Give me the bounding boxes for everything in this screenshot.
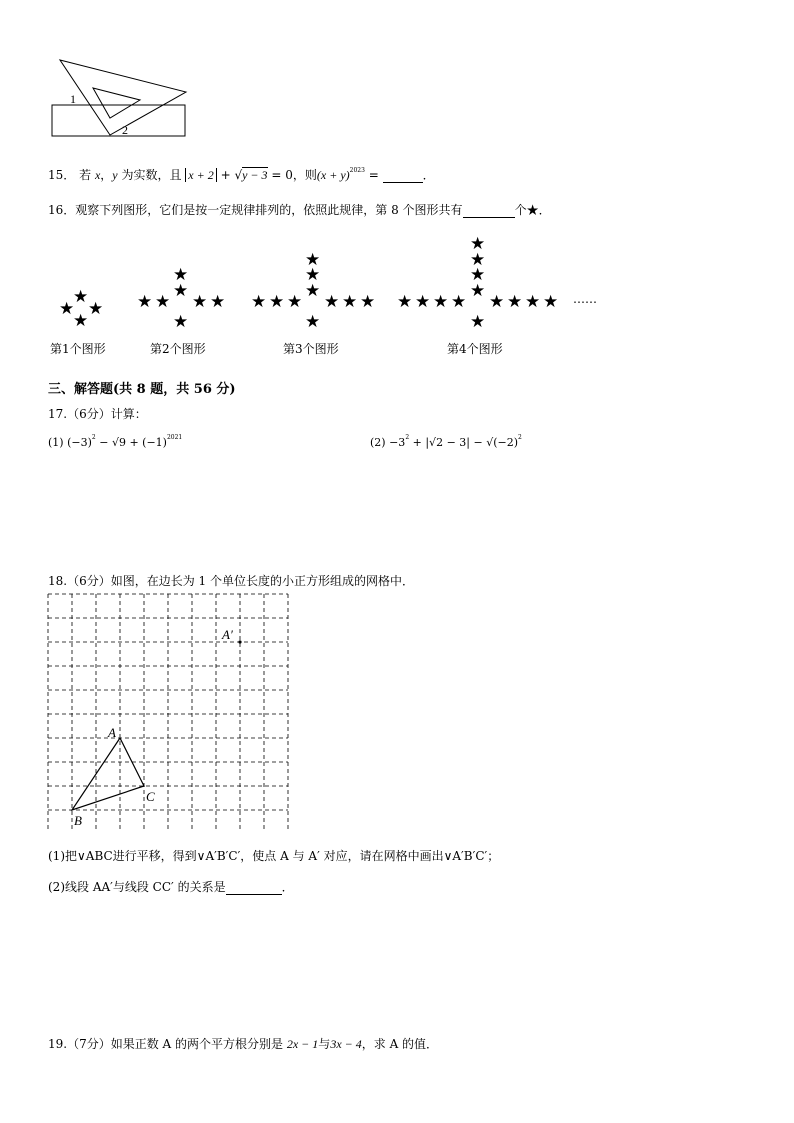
star-icon: ★ — [210, 292, 226, 312]
star-icon: ★ — [451, 292, 467, 312]
triangle-ruler-figure — [48, 55, 193, 145]
figure-caption-3: 第3个图形 — [283, 342, 339, 356]
angle-label-2: 2 — [122, 123, 128, 137]
q17-number: 17. — [48, 407, 68, 421]
q16-ellipsis: …… — [573, 292, 597, 306]
star-icon: ★ — [470, 312, 486, 332]
q18-part-1: (1)把∨ABC进行平移，得到∨A′B′C′，使点 A 与 A′ 对应，请在网格中画出∨A′B′C′； — [48, 849, 500, 863]
q18-part2-end: ． — [281, 880, 294, 894]
q17-part-1 — [48, 434, 182, 449]
star-icon: ★ — [324, 292, 340, 312]
q15-sqrt: √y − 3 — [234, 168, 268, 182]
q17-part2-exp: 2 — [405, 434, 410, 441]
q18-number: 18. — [48, 574, 68, 588]
q16-number: 16． — [48, 203, 76, 217]
star-icon: ★ — [360, 292, 376, 312]
q17-part1-exp2: 2021 — [166, 434, 183, 441]
star-icon: ★ — [470, 250, 486, 270]
q15-var-x: x — [94, 168, 101, 182]
q15-text-b: 为实数，且 — [121, 168, 182, 182]
q15-abs-expr: x + 2 — [185, 168, 216, 182]
q15-number: 15． — [48, 168, 76, 182]
question-16 — [48, 201, 551, 218]
q15-plus: + — [220, 168, 231, 182]
star-icon: ★ — [489, 292, 505, 312]
q15-text-c: ，则 — [292, 168, 317, 182]
angle-label-1: 1 — [70, 92, 76, 106]
star-icon: ★ — [73, 311, 89, 331]
q15-sqrt-expr: y − 3 — [242, 168, 268, 182]
star-icon: ★ — [305, 281, 321, 301]
label-b: B — [74, 813, 82, 828]
point-a-prime — [238, 640, 241, 643]
star-icon: ★ — [73, 287, 89, 307]
q15-end: ． — [422, 168, 435, 182]
q17-part1-label: (1) — [48, 436, 64, 449]
q18-part2-text: (2)线段 AA′与线段 CC′ 的关系是 — [48, 880, 226, 894]
question-17 — [48, 405, 147, 422]
star-icon: ★ — [507, 292, 523, 312]
q17-part1-rest: − √9 + (−1) — [99, 436, 167, 449]
q19-expr1: 2x − 1 — [286, 1037, 319, 1051]
star-icon: ★ — [59, 299, 75, 319]
q17-part2-exp2: 2 — [518, 434, 522, 441]
label-a-prime: A′ — [222, 627, 233, 642]
q17-part1-exp1: 2 — [91, 434, 96, 441]
q17-part2-expr-b: + |√2 − 3| − √(−2) — [412, 436, 518, 449]
star-icon: ★ — [470, 265, 486, 285]
star-icon: ★ — [192, 292, 208, 312]
star-icon: ★ — [342, 292, 358, 312]
figure-caption-2: 第2个图形 — [150, 342, 206, 356]
figure-caption-1: 第1个图形 — [50, 342, 106, 356]
star-icon: ★ — [173, 312, 189, 332]
star-icon: ★ — [251, 292, 267, 312]
q17-part-2 — [370, 434, 522, 449]
star-icon: ★ — [397, 292, 413, 312]
q18-grid-figure — [46, 592, 292, 832]
star-icon: ★ — [173, 265, 189, 285]
star-icon: ★ — [415, 292, 431, 312]
dashed-grid — [48, 594, 288, 832]
q19-text-a: 如果正数 A 的两个平方根分别是 — [110, 1037, 284, 1051]
figure-caption-4: 第4个图形 — [447, 342, 503, 356]
star-icon: ★ — [433, 292, 449, 312]
label-a: A — [108, 725, 116, 740]
q16-suffix: 个★． — [514, 203, 551, 217]
star-icon: ★ — [287, 292, 303, 312]
q15-eq-zero: = 0 — [271, 168, 293, 182]
question-15 — [48, 166, 435, 183]
q15-sep: ， — [100, 168, 113, 182]
q15-var-y: y — [112, 168, 118, 182]
q15-answer-blank[interactable] — [383, 168, 423, 183]
q18-prompt: 如图，在边长为 1 个单位长度的小正方形组成的网格中． — [110, 574, 415, 588]
q17-part1-expr: (−3) — [67, 436, 92, 449]
question-19 — [48, 1035, 438, 1052]
q15-exponent: 2023 — [349, 167, 365, 174]
star-icon: ★ — [543, 292, 559, 312]
q17-prompt: 计算： — [110, 407, 147, 421]
q15-text-a: 若 — [79, 168, 92, 182]
section-3-title: 三、解答题(共 8 题，共 56 分) — [48, 382, 236, 397]
star-icon: ★ — [155, 292, 171, 312]
label-c: C — [146, 789, 155, 804]
star-icon: ★ — [525, 292, 541, 312]
q19-number: 19. — [48, 1037, 68, 1051]
q17-part2-label: (2) — [370, 436, 386, 449]
star-icon: ★ — [470, 281, 486, 301]
q19-text-b: 与 — [318, 1037, 331, 1051]
q18-answer-blank[interactable] — [226, 880, 282, 895]
star-icon: ★ — [305, 250, 321, 270]
q17-score: （6分） — [67, 407, 111, 421]
star-icon: ★ — [269, 292, 285, 312]
q16-answer-blank[interactable] — [463, 203, 515, 218]
q19-text-c: ，求 A 的值． — [361, 1037, 439, 1051]
q15-equals: = — [368, 168, 379, 182]
star-icon: ★ — [470, 234, 486, 254]
star-icon: ★ — [305, 312, 321, 332]
question-18 — [48, 572, 414, 589]
set-square-inner — [93, 88, 140, 118]
star-icon: ★ — [173, 281, 189, 301]
q15-power-base: (x + y) — [316, 168, 350, 182]
star-icon: ★ — [88, 299, 104, 319]
star-icon: ★ — [137, 292, 153, 312]
q19-expr2: 3x − 4 — [330, 1037, 362, 1051]
q16-text: 观察下列图形，它们是按一定规律排列的，依照此规律，第 8 个图形共有 — [75, 203, 463, 217]
ruler-rectangle — [52, 105, 185, 136]
triangle-abc — [72, 738, 144, 810]
q18-score: （6分） — [67, 574, 111, 588]
star-icon: ★ — [305, 265, 321, 285]
q18-part-2 — [48, 878, 294, 895]
q17-part2-expr-a: −3 — [389, 436, 406, 449]
q19-score: （7分） — [67, 1037, 111, 1051]
